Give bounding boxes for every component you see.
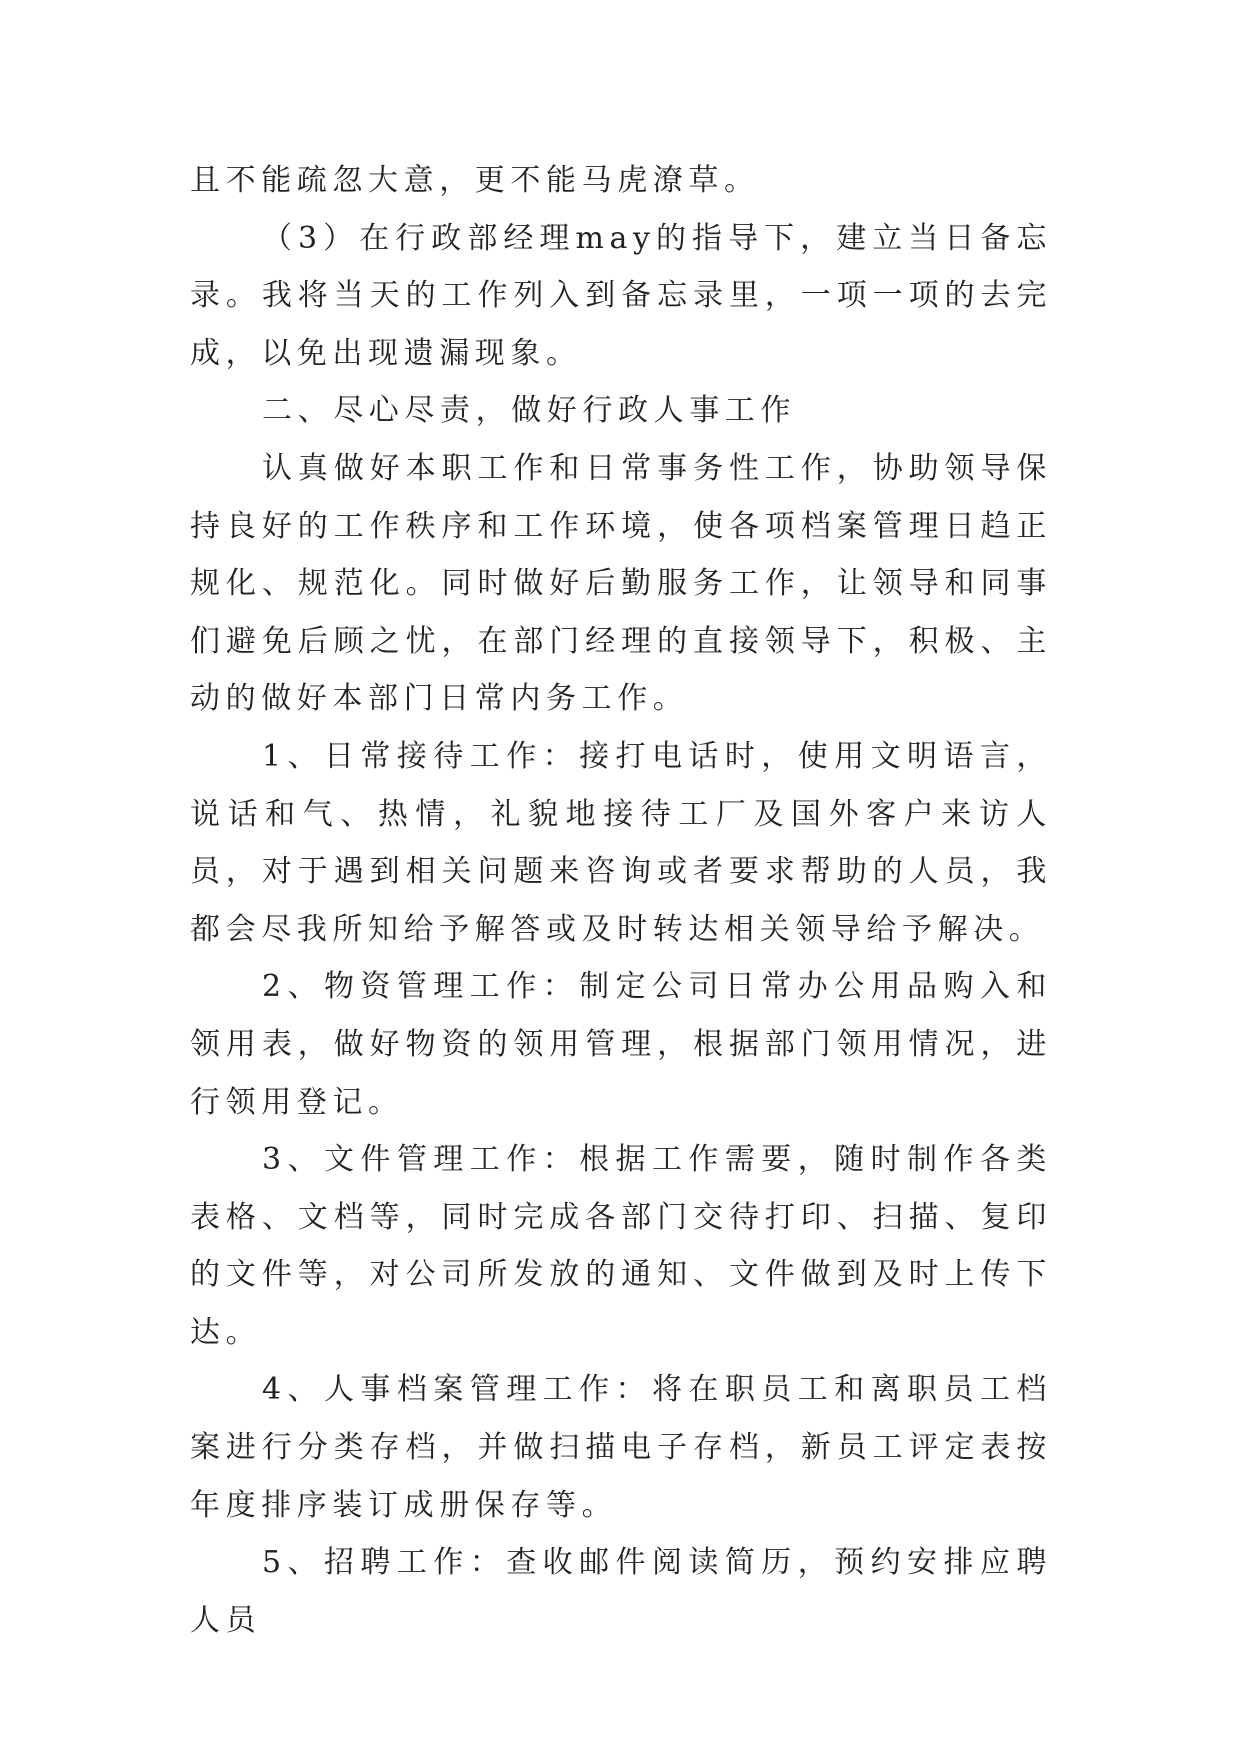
- paragraph: 认真做好本职工作和日常事务性工作，协助领导保持良好的工作秩序和工作环境，使各项档案管理日趋正规化、规范化。同时做好后勤服务工作，让领导和同事们避免后顾之忧，在部门经理的直接领导下，积极、主动的做好本部门日常内务工作。: [190, 450, 1052, 717]
- list-item: 5、招聘工作：查收邮件阅读简历，预约安排应聘人员: [190, 1545, 1052, 1638]
- document-page: [190, 152, 1052, 1649]
- list-item: 2、物资管理工作：制定公司日常办公用品购入和领用表，做好物资的领用管理，根据部门领用情况，进行领用登记。: [190, 969, 1052, 1120]
- paragraph: （3）在行政部经理may的指导下，建立当日备忘录。我将当天的工作列入到备忘录里，一项一项的去完成，以免出现遗漏现象。: [190, 220, 1052, 371]
- list-item: 1、日常接待工作：接打电话时，使用文明语言，说话和气、热情，礼貌地接待工厂及国外客户来访人员，对于遇到相关问题来咨询或者要求帮助的人员，我都会尽我所知给予解答或及时转达相关领导给予解决。: [190, 738, 1052, 947]
- list-item: 4、人事档案管理工作：将在职员工和离职员工档案进行分类存档，并做扫描电子存档，新员工评定表按年度排序装订成册保存等。: [190, 1372, 1052, 1523]
- section-heading: 二、尽心尽责，做好行政人事工作: [262, 393, 796, 429]
- list-item: 3、文件管理工作：根据工作需要，随时制作各类表格、文档等，同时完成各部门交待打印、扫描、复印的文件等，对公司所发放的通知、文件做到及时上传下达。: [190, 1142, 1052, 1350]
- paragraph: 且不能疏忽大意，更不能马虎潦草。: [190, 163, 760, 198]
